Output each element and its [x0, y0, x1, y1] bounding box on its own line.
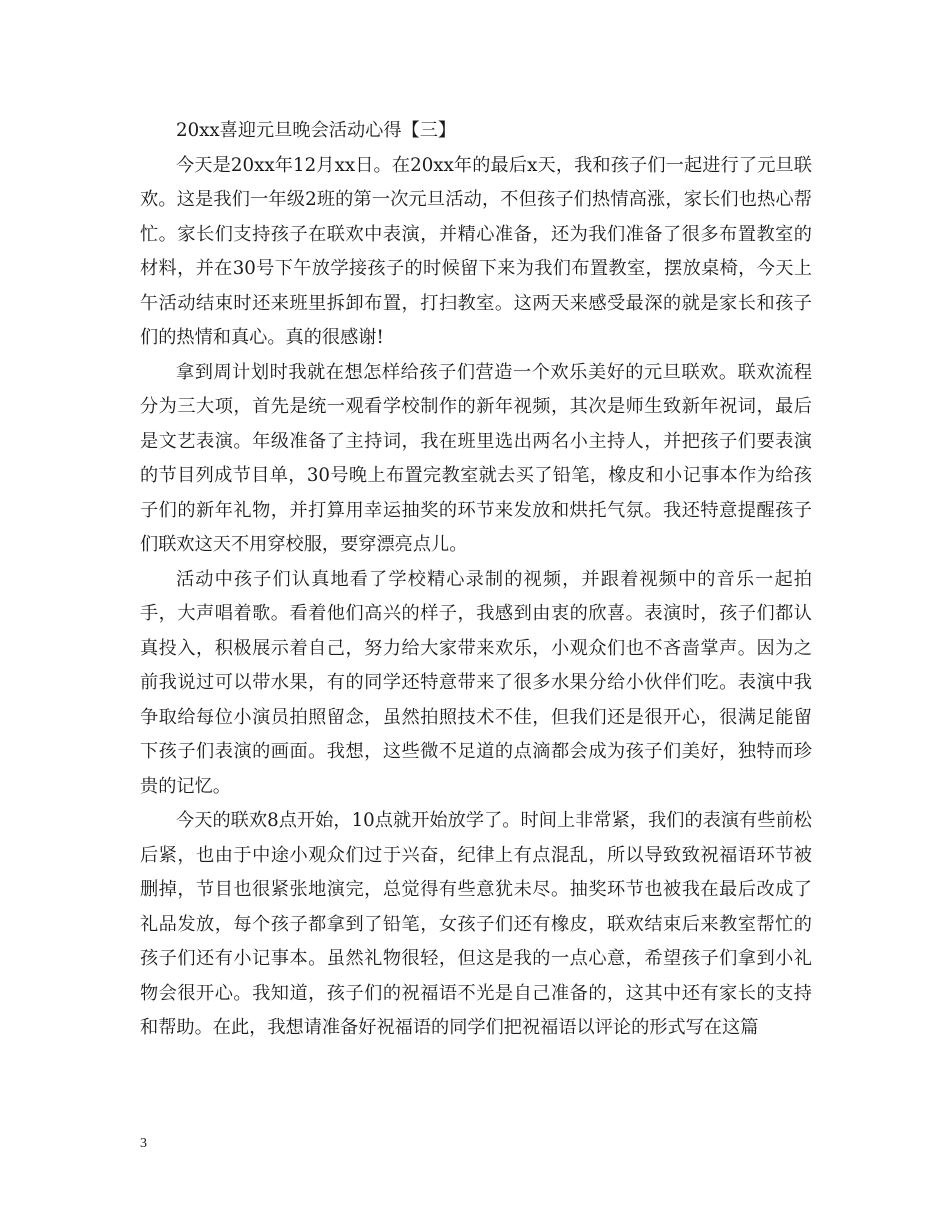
page-number: 3 — [140, 1136, 147, 1151]
paragraph-3: 活动中孩子们认真地看了学校精心录制的视频，并跟着视频中的音乐一起拍手，大声唱着歌。看着他们高兴的样子，我感到由衷的欣喜。表演时，孩子们都认真投入，积极展示着自己，努力给大家带来欢乐，小观众们也不吝啬掌声。因为之前我说过可以带水果，有的同学还特意带来了很多水果分给小伙伴们吃。表演中我争取给每位小演员拍照留念，虽然拍照技术不佳，但我们还是很开心，很满足能留下孩子们表演的画面。我想，这些微不足道的点滴都会成为孩子们美好，独特而珍贵的记忆。 — [140, 568, 812, 797]
document-body — [140, 114, 812, 1046]
document-heading: 20xx喜迎元旦晚会活动心得【三】 — [176, 120, 457, 141]
paragraph-2: 拿到周计划时我就在想怎样给孩子们营造一个欢乐美好的元旦联欢。联欢流程分为三大项，首先是统一观看学校制作的新年视频，其次是师生致新年祝词，最后是文艺表演。年级准备了主持词，我在班里选出两名小主持人，并把孩子们要表演的节目列成节目单，30号晚上布置完教室就去买了铅笔，橡皮和小记事本作为给孩子们的新年礼物，并打算用幸运抽奖的环节来发放和烘托气氛。我还特意提醒孩子们联欢这天不用穿校服，要穿漂亮点儿。 — [140, 361, 812, 555]
paragraph-1: 今天是20xx年12月xx日。在20xx年的最后x天，我和孩子们一起进行了元旦联欢。这是我们一年级2班的第一次元旦活动，不但孩子们热情高涨，家长们也热心帮忙。家长们支持孩子在联欢中表演，并精心准备，还为我们准备了很多布置教室的材料，并在30号下午放学接孩子的时候留下来为我们布置教室，摆放桌椅，今天上午活动结束时还来班里拆卸布置，打扫教室。这两天来感受最深的就是家长和孩子们的热情和真心。真的很感谢! — [140, 154, 812, 348]
paragraph-4: 今天的联欢8点开始，10点就开始放学了。时间上非常紧，我们的表演有些前松后紧，也由于中途小观众们过于兴奋，纪律上有点混乱，所以导致致祝福语环节被删掉，节目也很紧张地演完，总觉得有些意犹未尽。抽奖环节也被我在最后改成了礼品发放，每个孩子都拿到了铅笔，女孩子们还有橡皮，联欢结束后来教室帮忙的孩子们还有小记事本。虽然礼物很轻，但这是我的一点心意，希望孩子们拿到小礼物会很开心。我知道，孩子们的祝福语不光是自己准备的，这其中还有家长的支持和帮助。在此，我想请准备好祝福语的同学们把祝福语以评论的形式写在这篇 — [140, 810, 812, 1038]
